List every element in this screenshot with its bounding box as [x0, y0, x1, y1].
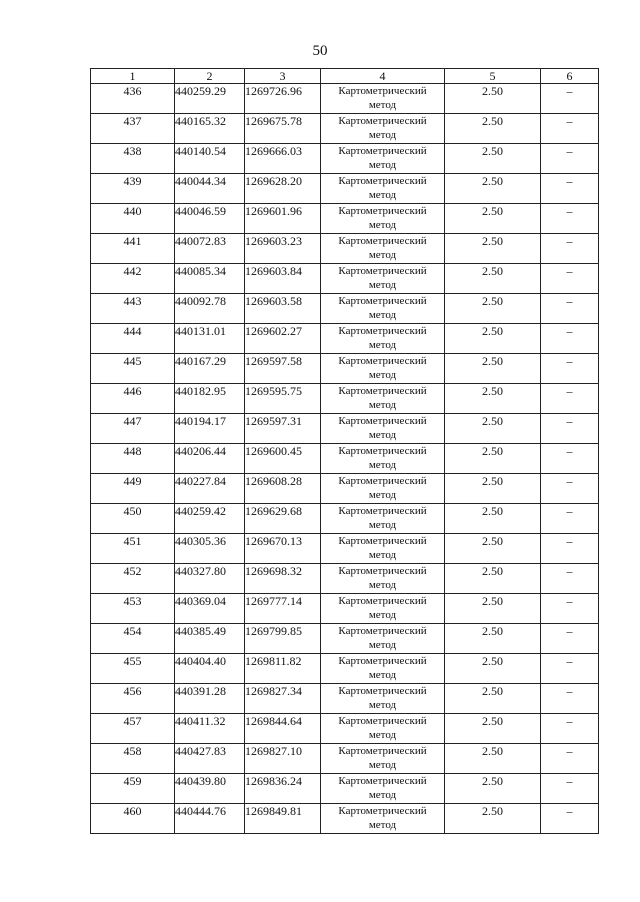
method-line-2: метод [368, 759, 397, 771]
method-line-2: метод [368, 309, 397, 321]
point-number-cell: 451 [91, 534, 175, 564]
method-cell [321, 384, 445, 414]
method-cell [321, 354, 445, 384]
method-cell [321, 264, 445, 294]
table-row [91, 714, 599, 744]
y-coordinate-cell: 1269597.31 [245, 414, 321, 444]
table-row [91, 624, 599, 654]
method-line-2: метод [368, 189, 397, 201]
method-line-1: Картометрический [338, 655, 427, 667]
x-coordinate-cell: 440182.95 [175, 384, 245, 414]
y-coordinate-cell: 1269827.34 [245, 684, 321, 714]
method-line-1: Картометрический [338, 445, 427, 457]
x-coordinate-cell: 440140.54 [175, 144, 245, 174]
column-header: 2 [175, 69, 245, 84]
table-row [91, 504, 599, 534]
method-line-2: метод [368, 219, 397, 231]
point-number-cell: 460 [91, 804, 175, 834]
table-row [91, 414, 599, 444]
point-number-cell: 439 [91, 174, 175, 204]
point-number-cell: 450 [91, 504, 175, 534]
x-coordinate-cell: 440444.76 [175, 804, 245, 834]
note-cell: – [541, 474, 599, 504]
method-line-2: метод [368, 669, 397, 681]
table-row [91, 384, 599, 414]
method-line-1: Картометрический [338, 685, 427, 697]
method-line-2: метод [368, 789, 397, 801]
method-line-1: Картометрический [338, 505, 427, 517]
method-line-2: метод [368, 429, 397, 441]
y-coordinate-cell: 1269603.58 [245, 294, 321, 324]
note-cell: – [541, 144, 599, 174]
point-number-cell: 453 [91, 594, 175, 624]
x-coordinate-cell: 440369.04 [175, 594, 245, 624]
method-line-2: метод [368, 129, 397, 141]
accuracy-cell: 2.50 [445, 204, 541, 234]
accuracy-cell: 2.50 [445, 324, 541, 354]
method-line-2: метод [368, 819, 397, 831]
accuracy-cell: 2.50 [445, 144, 541, 174]
table-row [91, 774, 599, 804]
x-coordinate-cell: 440259.42 [175, 504, 245, 534]
method-line-2: метод [368, 369, 397, 381]
x-coordinate-cell: 440206.44 [175, 444, 245, 474]
accuracy-cell: 2.50 [445, 504, 541, 534]
accuracy-cell: 2.50 [445, 264, 541, 294]
accuracy-cell: 2.50 [445, 354, 541, 384]
method-line-2: метод [368, 159, 397, 171]
accuracy-cell: 2.50 [445, 474, 541, 504]
method-line-2: метод [368, 729, 397, 741]
table-row [91, 654, 599, 684]
method-line-1: Картометрический [338, 565, 427, 577]
method-line-1: Картометрический [338, 175, 427, 187]
point-number-cell: 457 [91, 714, 175, 744]
y-coordinate-cell: 1269597.58 [245, 354, 321, 384]
accuracy-cell: 2.50 [445, 804, 541, 834]
column-header: 5 [445, 69, 541, 84]
table-row [91, 684, 599, 714]
y-coordinate-cell: 1269777.14 [245, 594, 321, 624]
x-coordinate-cell: 440327.80 [175, 564, 245, 594]
method-line-2: метод [368, 639, 397, 651]
method-line-2: метод [368, 459, 397, 471]
y-coordinate-cell: 1269595.75 [245, 384, 321, 414]
y-coordinate-cell: 1269628.20 [245, 174, 321, 204]
note-cell: – [541, 294, 599, 324]
point-number-cell: 459 [91, 774, 175, 804]
table-row [91, 354, 599, 384]
method-cell [321, 474, 445, 504]
method-cell [321, 684, 445, 714]
y-coordinate-cell: 1269726.96 [245, 84, 321, 114]
method-cell [321, 534, 445, 564]
table-row [91, 234, 599, 264]
x-coordinate-cell: 440391.28 [175, 684, 245, 714]
note-cell: – [541, 324, 599, 354]
x-coordinate-cell: 440427.83 [175, 744, 245, 774]
x-coordinate-cell: 440411.32 [175, 714, 245, 744]
point-number-cell: 443 [91, 294, 175, 324]
note-cell: – [541, 384, 599, 414]
point-number-cell: 448 [91, 444, 175, 474]
method-line-1: Картометрический [338, 625, 427, 637]
method-cell [321, 744, 445, 774]
method-cell [321, 804, 445, 834]
accuracy-cell: 2.50 [445, 714, 541, 744]
note-cell: – [541, 504, 599, 534]
point-number-cell: 454 [91, 624, 175, 654]
method-line-1: Картометрический [338, 325, 427, 337]
method-cell [321, 714, 445, 744]
note-cell: – [541, 564, 599, 594]
note-cell: – [541, 624, 599, 654]
coordinates-table [90, 68, 599, 834]
accuracy-cell: 2.50 [445, 444, 541, 474]
accuracy-cell: 2.50 [445, 564, 541, 594]
note-cell: – [541, 414, 599, 444]
point-number-cell: 447 [91, 414, 175, 444]
point-number-cell: 449 [91, 474, 175, 504]
method-cell [321, 444, 445, 474]
method-cell [321, 414, 445, 444]
method-cell [321, 324, 445, 354]
x-coordinate-cell: 440044.34 [175, 174, 245, 204]
table-row [91, 534, 599, 564]
x-coordinate-cell: 440305.36 [175, 534, 245, 564]
method-cell [321, 294, 445, 324]
x-coordinate-cell: 440092.78 [175, 294, 245, 324]
method-cell [321, 594, 445, 624]
table-row [91, 444, 599, 474]
method-line-1: Картометрический [338, 235, 427, 247]
method-line-1: Картометрический [338, 115, 427, 127]
method-line-1: Картометрический [338, 775, 427, 787]
note-cell: – [541, 114, 599, 144]
note-cell: – [541, 654, 599, 684]
method-line-2: метод [368, 579, 397, 591]
y-coordinate-cell: 1269811.82 [245, 654, 321, 684]
note-cell: – [541, 804, 599, 834]
table-row [91, 144, 599, 174]
note-cell: – [541, 534, 599, 564]
method-cell [321, 174, 445, 204]
x-coordinate-cell: 440439.80 [175, 774, 245, 804]
method-line-1: Картометрический [338, 475, 427, 487]
method-line-2: метод [368, 549, 397, 561]
note-cell: – [541, 444, 599, 474]
y-coordinate-cell: 1269602.27 [245, 324, 321, 354]
y-coordinate-cell: 1269698.32 [245, 564, 321, 594]
note-cell: – [541, 684, 599, 714]
y-coordinate-cell: 1269670.13 [245, 534, 321, 564]
accuracy-cell: 2.50 [445, 384, 541, 414]
method-cell [321, 504, 445, 534]
accuracy-cell: 2.50 [445, 174, 541, 204]
method-line-1: Картометрический [338, 385, 427, 397]
accuracy-cell: 2.50 [445, 684, 541, 714]
y-coordinate-cell: 1269836.24 [245, 774, 321, 804]
y-coordinate-cell: 1269629.68 [245, 504, 321, 534]
accuracy-cell: 2.50 [445, 234, 541, 264]
method-cell [321, 114, 445, 144]
accuracy-cell: 2.50 [445, 594, 541, 624]
y-coordinate-cell: 1269799.85 [245, 624, 321, 654]
note-cell: – [541, 234, 599, 264]
y-coordinate-cell: 1269675.78 [245, 114, 321, 144]
y-coordinate-cell: 1269603.84 [245, 264, 321, 294]
y-coordinate-cell: 1269603.23 [245, 234, 321, 264]
header-row [91, 69, 599, 84]
table-row [91, 204, 599, 234]
table-row [91, 264, 599, 294]
point-number-cell: 444 [91, 324, 175, 354]
page-number: 50 [312, 43, 328, 59]
method-cell [321, 204, 445, 234]
method-line-1: Картометрический [338, 145, 427, 157]
y-coordinate-cell: 1269666.03 [245, 144, 321, 174]
accuracy-cell: 2.50 [445, 774, 541, 804]
method-line-1: Картометрический [338, 715, 427, 727]
x-coordinate-cell: 440072.83 [175, 234, 245, 264]
point-number-cell: 458 [91, 744, 175, 774]
accuracy-cell: 2.50 [445, 744, 541, 774]
column-header: 1 [91, 69, 175, 84]
method-line-2: метод [368, 249, 397, 261]
method-cell [321, 144, 445, 174]
method-line-1: Картометрический [338, 745, 427, 757]
accuracy-cell: 2.50 [445, 84, 541, 114]
table-row [91, 564, 599, 594]
method-line-2: метод [368, 339, 397, 351]
point-number-cell: 442 [91, 264, 175, 294]
method-line-1: Картометрический [338, 595, 427, 607]
table-row [91, 744, 599, 774]
x-coordinate-cell: 440259.29 [175, 84, 245, 114]
note-cell: – [541, 714, 599, 744]
accuracy-cell: 2.50 [445, 114, 541, 144]
table-row [91, 174, 599, 204]
method-line-2: метод [368, 609, 397, 621]
x-coordinate-cell: 440085.34 [175, 264, 245, 294]
method-line-2: метод [368, 99, 397, 111]
note-cell: – [541, 594, 599, 624]
method-line-1: Картометрический [338, 805, 427, 817]
y-coordinate-cell: 1269849.81 [245, 804, 321, 834]
method-line-2: метод [368, 279, 397, 291]
y-coordinate-cell: 1269601.96 [245, 204, 321, 234]
y-coordinate-cell: 1269608.28 [245, 474, 321, 504]
x-coordinate-cell: 440404.40 [175, 654, 245, 684]
method-line-1: Картометрический [338, 415, 427, 427]
table-row [91, 294, 599, 324]
x-coordinate-cell: 440385.49 [175, 624, 245, 654]
y-coordinate-cell: 1269827.10 [245, 744, 321, 774]
x-coordinate-cell: 440194.17 [175, 414, 245, 444]
note-cell: – [541, 174, 599, 204]
x-coordinate-cell: 440167.29 [175, 354, 245, 384]
accuracy-cell: 2.50 [445, 414, 541, 444]
note-cell: – [541, 774, 599, 804]
accuracy-cell: 2.50 [445, 294, 541, 324]
method-cell [321, 564, 445, 594]
accuracy-cell: 2.50 [445, 654, 541, 684]
method-cell [321, 84, 445, 114]
column-header: 3 [245, 69, 321, 84]
point-number-cell: 437 [91, 114, 175, 144]
method-cell [321, 774, 445, 804]
column-header: 6 [541, 69, 599, 84]
column-header: 4 [321, 69, 445, 84]
note-cell: – [541, 204, 599, 234]
point-number-cell: 446 [91, 384, 175, 414]
table-row [91, 84, 599, 114]
accuracy-cell: 2.50 [445, 534, 541, 564]
table-body [91, 84, 599, 834]
note-cell: – [541, 84, 599, 114]
point-number-cell: 455 [91, 654, 175, 684]
point-number-cell: 440 [91, 204, 175, 234]
method-line-1: Картометрический [338, 295, 427, 307]
method-line-2: метод [368, 489, 397, 501]
x-coordinate-cell: 440227.84 [175, 474, 245, 504]
method-line-2: метод [368, 699, 397, 711]
method-cell [321, 234, 445, 264]
table-row [91, 594, 599, 624]
note-cell: – [541, 264, 599, 294]
method-cell [321, 624, 445, 654]
method-line-2: метод [368, 519, 397, 531]
point-number-cell: 456 [91, 684, 175, 714]
note-cell: – [541, 354, 599, 384]
table-row [91, 324, 599, 354]
method-line-1: Картометрический [338, 535, 427, 547]
table-row [91, 114, 599, 144]
method-line-1: Картометрический [338, 205, 427, 217]
y-coordinate-cell: 1269844.64 [245, 714, 321, 744]
note-cell: – [541, 744, 599, 774]
point-number-cell: 436 [91, 84, 175, 114]
table-row [91, 474, 599, 504]
method-line-1: Картометрический [338, 85, 427, 97]
x-coordinate-cell: 440165.32 [175, 114, 245, 144]
point-number-cell: 441 [91, 234, 175, 264]
method-line-2: метод [368, 399, 397, 411]
accuracy-cell: 2.50 [445, 624, 541, 654]
point-number-cell: 438 [91, 144, 175, 174]
y-coordinate-cell: 1269600.45 [245, 444, 321, 474]
method-cell [321, 654, 445, 684]
method-line-1: Картометрический [338, 265, 427, 277]
point-number-cell: 452 [91, 564, 175, 594]
point-number-cell: 445 [91, 354, 175, 384]
x-coordinate-cell: 440131.01 [175, 324, 245, 354]
x-coordinate-cell: 440046.59 [175, 204, 245, 234]
method-line-1: Картометрический [338, 355, 427, 367]
table-row [91, 804, 599, 834]
